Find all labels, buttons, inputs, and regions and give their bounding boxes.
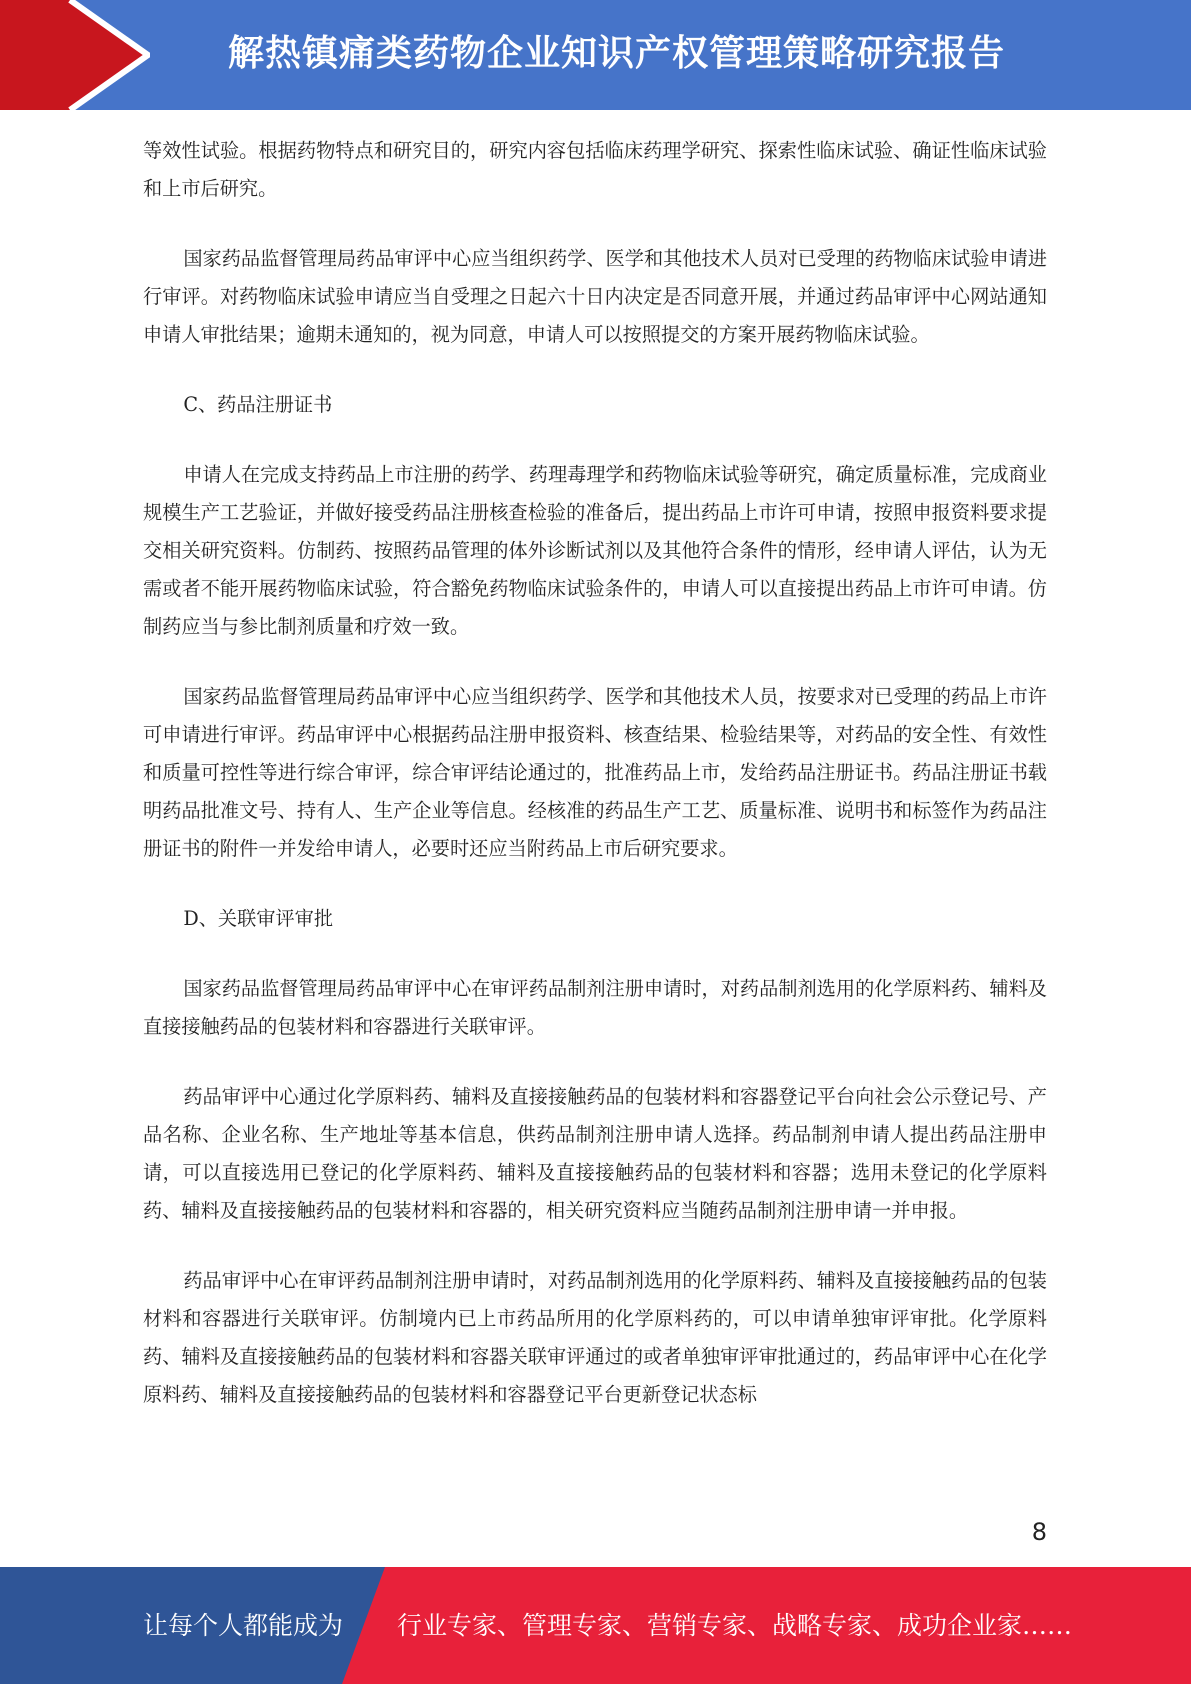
body-paragraph: 申请人在完成支持药品上市注册的药学、药理毒理学和药物临床试验等研究，确定质量标准，完成商业规模生产工艺验证，并做好接受药品注册核查检验的准备后，提出药品上市许可申请，按照申报资料要求提交相关研究资料。仿制药、按照药品管理的体外诊断试剂以及其他符合条件的情形，经申请人评估，认为无需或者不能开展药物临床试验，符合豁免药物临床试验条件的，申请人可以直接提出药品上市许可申请。仿制药应当与参比制剂质量和疗效一致。 bbox=[143, 463, 1047, 638]
page-header bbox=[0, 0, 1191, 110]
body-paragraph: 药品审评中心在审评药品制剂注册申请时，对药品制剂选用的化学原料药、辅料及直接接触药品的包装材料和容器进行关联审评。仿制境内已上市药品所用的化学原料药的，可以申请单独审评审批。化学原料药、辅料及直接接触药品的包装材料和容器关联审评通过的或者单独审评审批通过的，药品审评中心在化学原料药、辅料及直接接触药品的包装材料和容器登记平台更新登记状态标 bbox=[143, 1269, 1047, 1406]
section-heading: C、药品注册证书 bbox=[183, 393, 333, 416]
body-paragraph: 药品审评中心通过化学原料药、辅料及直接接触药品的包装材料和容器登记平台向社会公示登记号、产品名称、企业名称、生产地址等基本信息，供药品制剂注册申请人选择。药品制剂申请人提出药品注册申请，可以直接选用已登记的化学原料药、辅料及直接接触药品的包装材料和容器；选用未登记的化学原料药、辅料及直接接触药品的包装材料和容器的，相关研究资料应当随药品制剂注册申请一并申报。 bbox=[143, 1085, 1047, 1222]
footer-slogan-right: 行业专家、管理专家、营销专家、战略专家、成功企业家…… bbox=[397, 1611, 1073, 1640]
page-footer bbox=[0, 1567, 1191, 1684]
header-red-chevron-decoration bbox=[0, 0, 150, 110]
body-paragraph: 国家药品监督管理局药品审评中心应当组织药学、医学和其他技术人员对已受理的药物临床试验申请进行审评。对药物临床试验申请应当自受理之日起六十日内决定是否同意开展，并通过药品审评中心网站通知申请人审批结果；逾期未通知的，视为同意，申请人可以按照提交的方案开展药物临床试验。 bbox=[143, 247, 1047, 346]
body-paragraph: 国家药品监督管理局药品审评中心应当组织药学、医学和其他技术人员，按要求对已受理的药品上市许可申请进行审评。药品审评中心根据药品注册申报资料、核查结果、检验结果等，对药品的安全性、有效性和质量可控性等进行综合审评，综合审评结论通过的，批准药品上市，发给药品注册证书。药品注册证书载明药品批准文号、持有人、生产企业等信息。经核准的药品生产工艺、质量标准、说明书和标签作为药品注册证书的附件一并发给申请人，必要时还应当附药品上市后研究要求。 bbox=[143, 685, 1047, 860]
report-title: 解热镇痛类药物企业知识产权管理策略研究报告 bbox=[228, 33, 1006, 74]
page-number: 8 bbox=[1031, 1518, 1047, 1546]
section-heading: D、关联审评审批 bbox=[183, 907, 334, 930]
body-paragraph: 国家药品监督管理局药品审评中心在审评药品制剂注册申请时，对药品制剂选用的化学原料药、辅料及直接接触药品的包装材料和容器进行关联审评。 bbox=[143, 977, 1047, 1038]
body-paragraph: 等效性试验。根据药物特点和研究目的，研究内容包括临床药理学研究、探索性临床试验、确证性临床试验和上市后研究。 bbox=[143, 139, 1047, 200]
document-body bbox=[143, 132, 1047, 1446]
footer-slogan-left: 让每个人都能成为 bbox=[143, 1611, 344, 1640]
